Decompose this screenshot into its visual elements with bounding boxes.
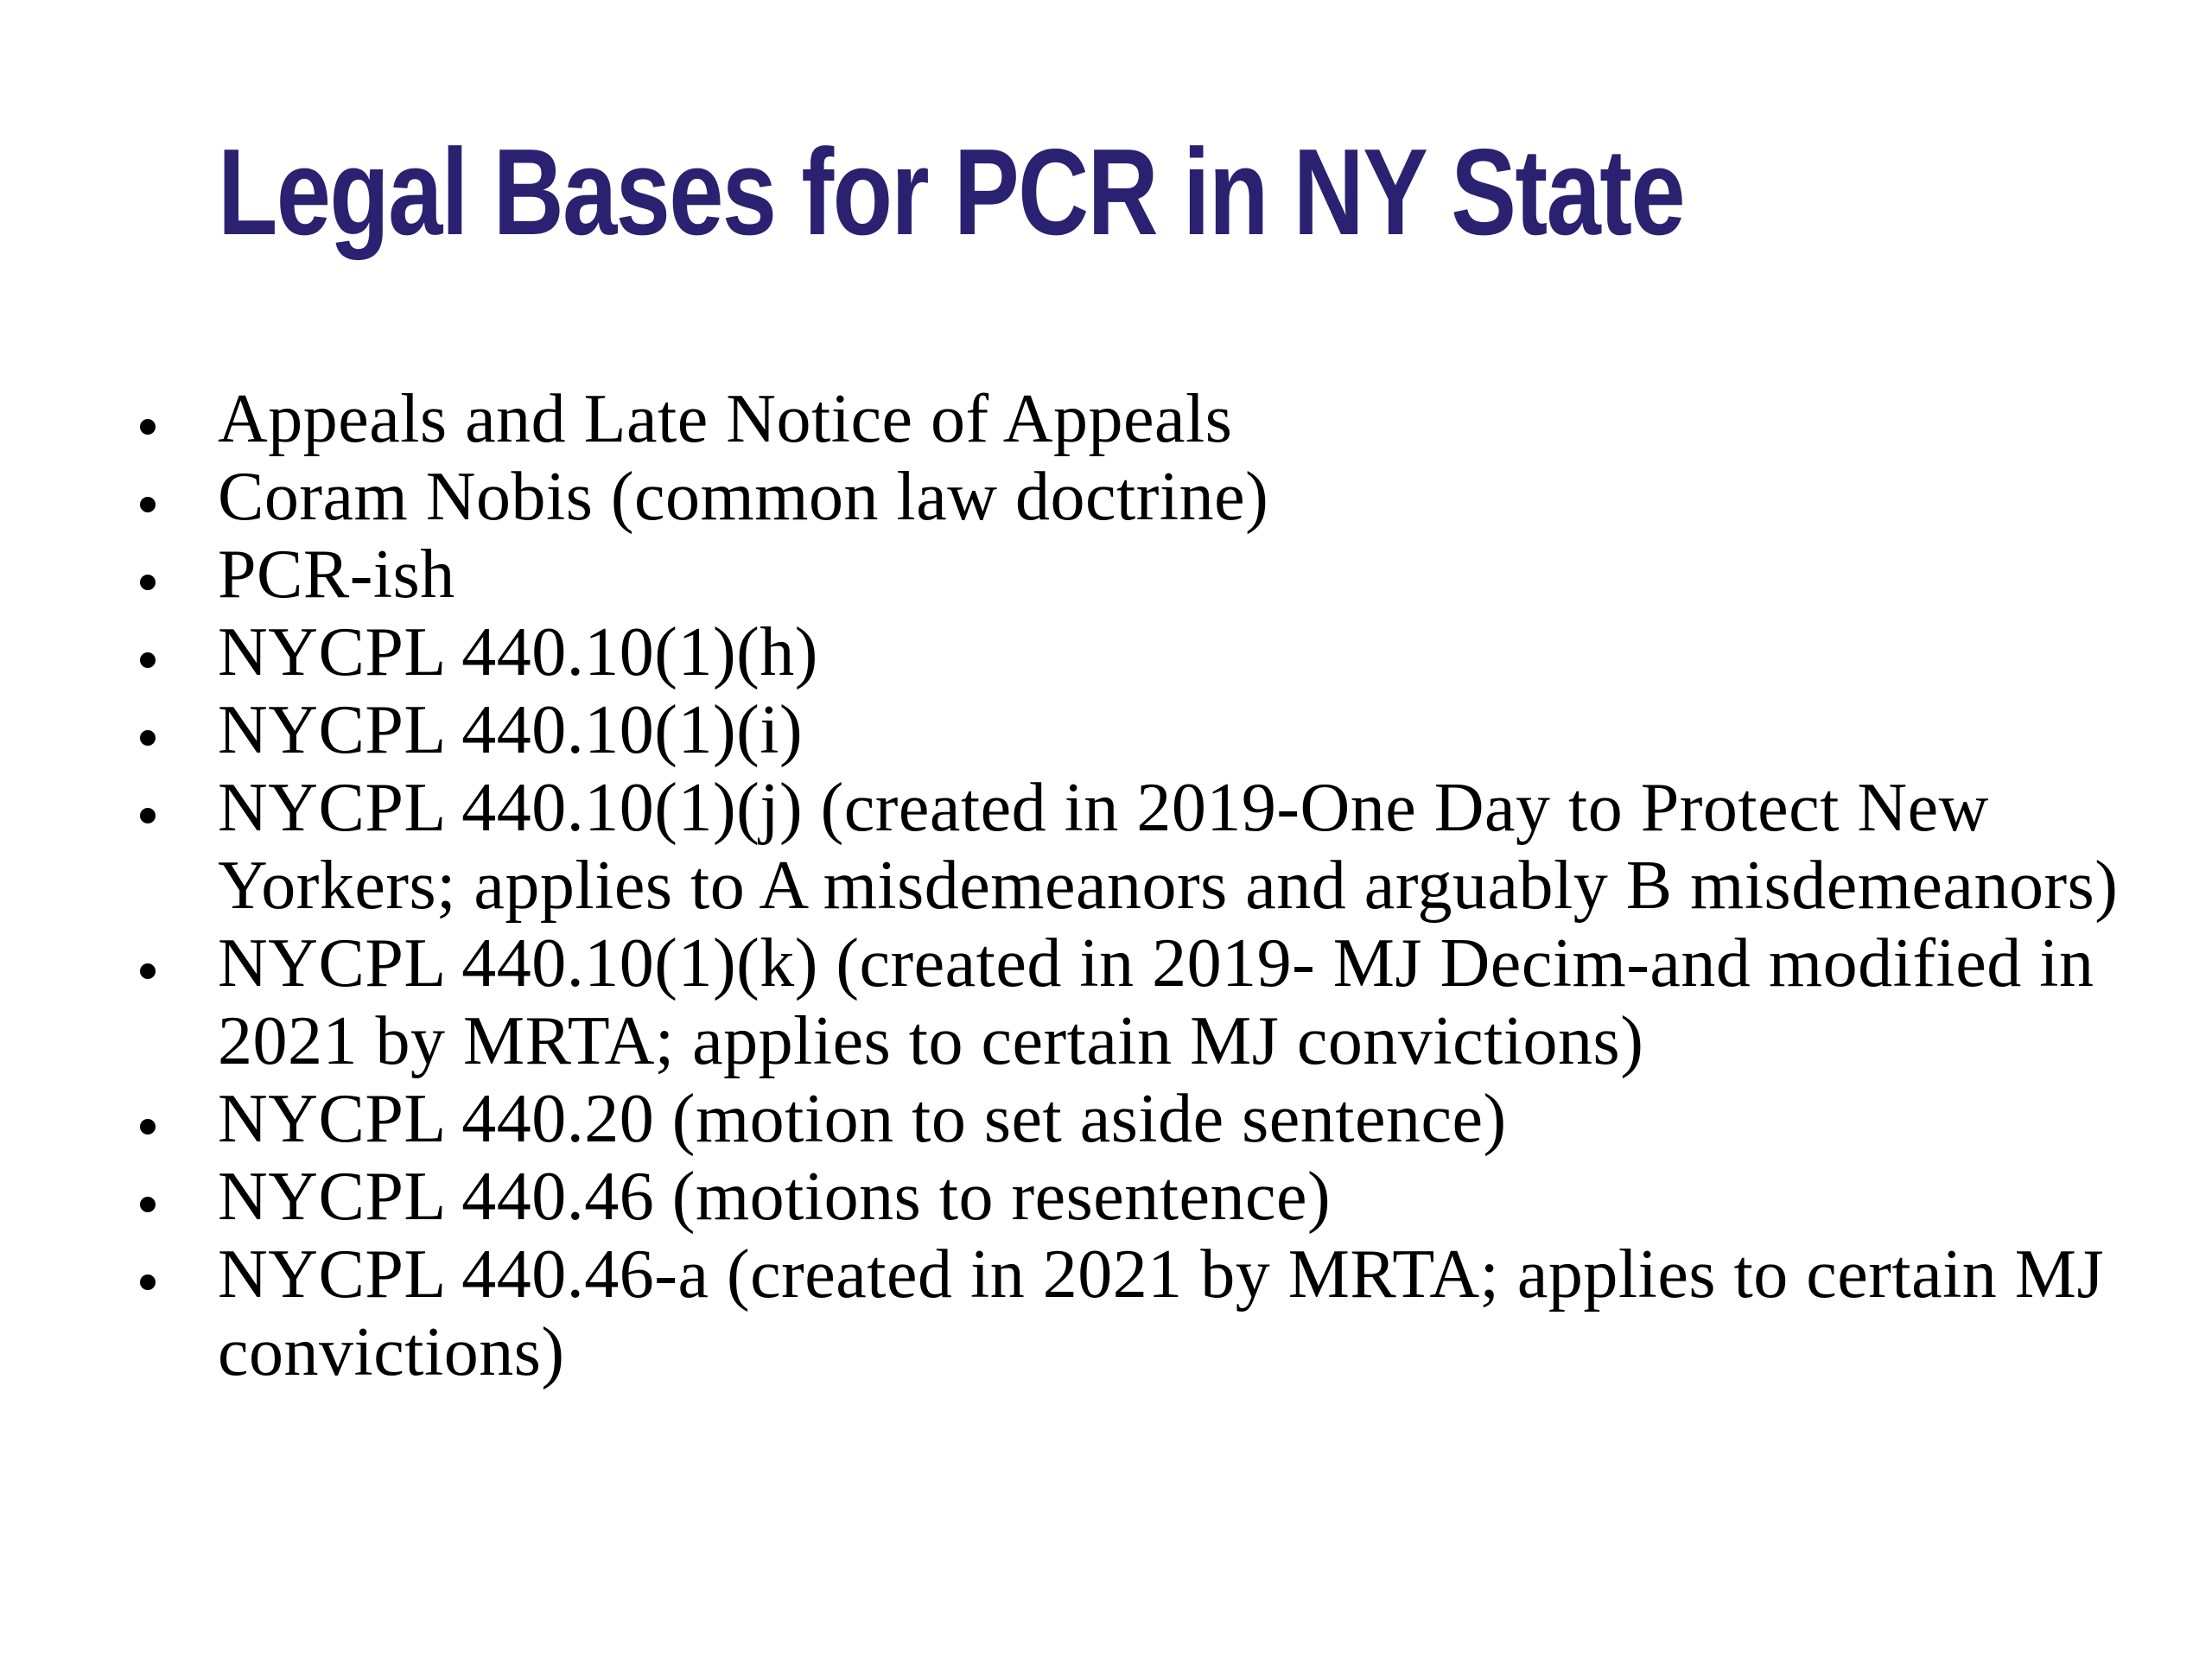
list-item xyxy=(138,613,2134,691)
list-item-text: NYCPL 440.46 (motions to resentence) xyxy=(218,1159,1332,1235)
bullet-icon xyxy=(140,963,156,979)
list-item xyxy=(138,925,2134,1080)
bullet-icon xyxy=(140,1119,156,1135)
list-item xyxy=(138,1236,2134,1391)
list-item-text: NYCPL 440.46-a (created in 2021 by MRTA; applies to certain MJ convictions) xyxy=(218,1236,2105,1390)
list-item xyxy=(138,380,2134,458)
bullet-icon xyxy=(140,575,156,590)
bullet-icon xyxy=(140,1274,156,1290)
bullet-list xyxy=(138,380,2134,1391)
list-item-text: Coram Nobis (common law doctrine) xyxy=(218,459,1269,535)
list-item-text: NYCPL 440.20 (motion to set aside sentence) xyxy=(218,1081,1507,1157)
bullet-icon xyxy=(140,419,156,435)
list-item xyxy=(138,769,2134,925)
list-item-text: NYCPL 440.10(1)(h) xyxy=(218,614,818,690)
bullet-icon xyxy=(140,497,156,512)
list-item-text: NYCPL 440.10(1)(k) (created in 2019- MJ Decim-and modified in 2021 by MRTA; applies to certain MJ convictions) xyxy=(218,925,2094,1079)
list-item-text: PCR-ish xyxy=(218,537,455,613)
list-item xyxy=(138,1080,2134,1158)
page-title: Legal Bases for PCR in NY State xyxy=(218,124,1684,261)
bullet-icon xyxy=(140,652,156,668)
list-item xyxy=(138,458,2134,536)
list-item-text: NYCPL 440.10(1)(j) (created in 2019-One Day to Protect New Yorkers; applies to A misdemeanors and arguably B misdemeanors) xyxy=(218,770,2119,924)
list-item-text: Appeals and Late Notice of Appeals xyxy=(218,381,1233,457)
list-item xyxy=(138,536,2134,613)
list-item xyxy=(138,691,2134,769)
bullet-icon xyxy=(140,1197,156,1212)
list-item-text: NYCPL 440.10(1)(i) xyxy=(218,692,804,768)
bullet-icon xyxy=(140,730,156,746)
list-item xyxy=(138,1158,2134,1236)
bullet-icon xyxy=(140,808,156,823)
